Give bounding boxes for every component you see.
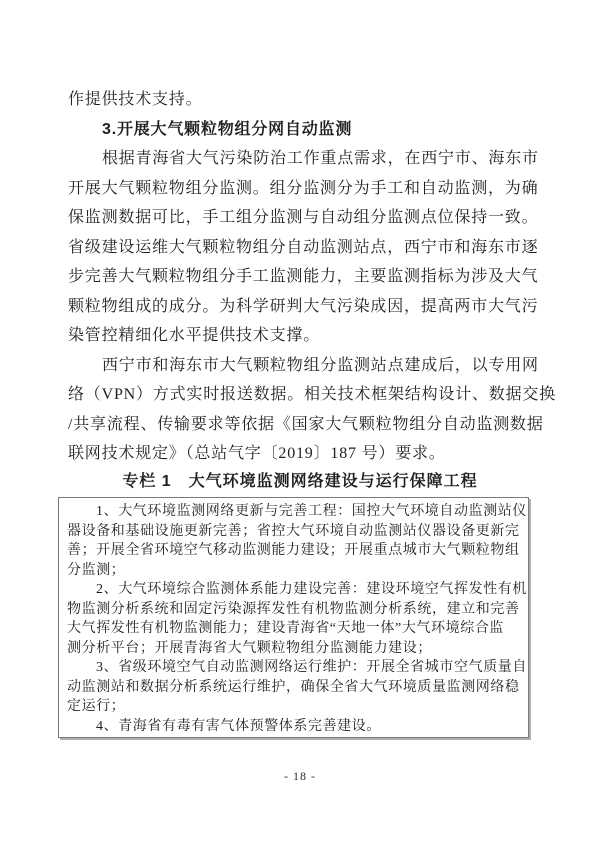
text-line: 颗粒物组成的成分。为科学研判大气污染成因，提高两市大气污 [68,297,539,315]
box-text-line: 1、大气环境监测网络更新与完善工程：国控大气环境自动监测站仪 [96,504,527,519]
text-line: 根据青海省大气污染防治工作重点需求，在西宁市、海东市 [102,150,539,167]
box-text-line: 动监测站和数据分析系统运行维护，确保全省大气环境质量监测网络稳 [67,679,520,695]
text-line: /共享流程、传输要求等依据《国家大气颗粒物组分自动监测数据 [68,415,544,433]
feature-box [58,497,529,738]
text-line: 省级建设运维大气颗粒物组分自动监测站点，西宁市和海东市逐 [68,238,539,256]
box-text-line: 物监测分析系统和固定污染源挥发性有机物监测分析系统，建立和完善 [67,601,520,617]
text-line: 西宁市和海东市大气颗粒物组分监测站点建成后，以专用网 [102,356,539,374]
box-text-line: 器设备和基础设施更新完善；省控大气环境自动监测站仪器设备更新完 [67,523,520,539]
text-line: 联网技术规定》（总站气字〔2019〕187 号）要求。 [68,445,446,462]
box-text-line: 4、青海省有毒有害气体预警体系完善建设。 [96,718,381,734]
text-line: 3.开展大气颗粒物组分网自动监测 [102,120,353,138]
text-line: 络（VPN）方式实时报送数据。相关技术框架结构设计、数据交换 [68,386,557,403]
box-text-line: 3、省级环境空气自动监测网络运行维护：开展全省城市空气质量自 [96,660,527,675]
text-line: 保监测数据可比，手工组分监测与自动组分监测点位保持一致。 [68,209,539,226]
text-line: 染管控精细化水平提供技术支撑。 [68,327,321,344]
box-text-line: 测分析平台；开展青海省大气颗粒物组分监测能力建设； [67,640,432,656]
box-text-line: 定运行； [67,699,126,714]
text-line: 步完善大气颗粒物组分手工监测能力，主要监测指标为涉及大气 [68,268,539,285]
box-text-line: 善；开展全省环境空气移动监测能力建设；开展重点城市大气颗粒物组 [67,543,520,558]
box-text-line: 分监测； [67,562,126,578]
box-text-line: 大气挥发性有机物监测能力；建设青海省“天地一体”大气环境综合监 [67,621,505,636]
box-text-line: 2、大气环境综合监测体系能力建设完善：建设环境空气挥发性有机 [96,582,527,597]
text-line: 开展大气颗粒物组分监测。组分监测分为手工和自动监测，为确 [68,179,539,197]
text-line: 作提供技术支持。 [68,91,203,108]
box-title: 专栏 1 大气环境监测网络建设与运行保障工程 [122,473,478,490]
body-paragraphs [68,85,557,469]
page-number: - 18 - [284,769,316,783]
